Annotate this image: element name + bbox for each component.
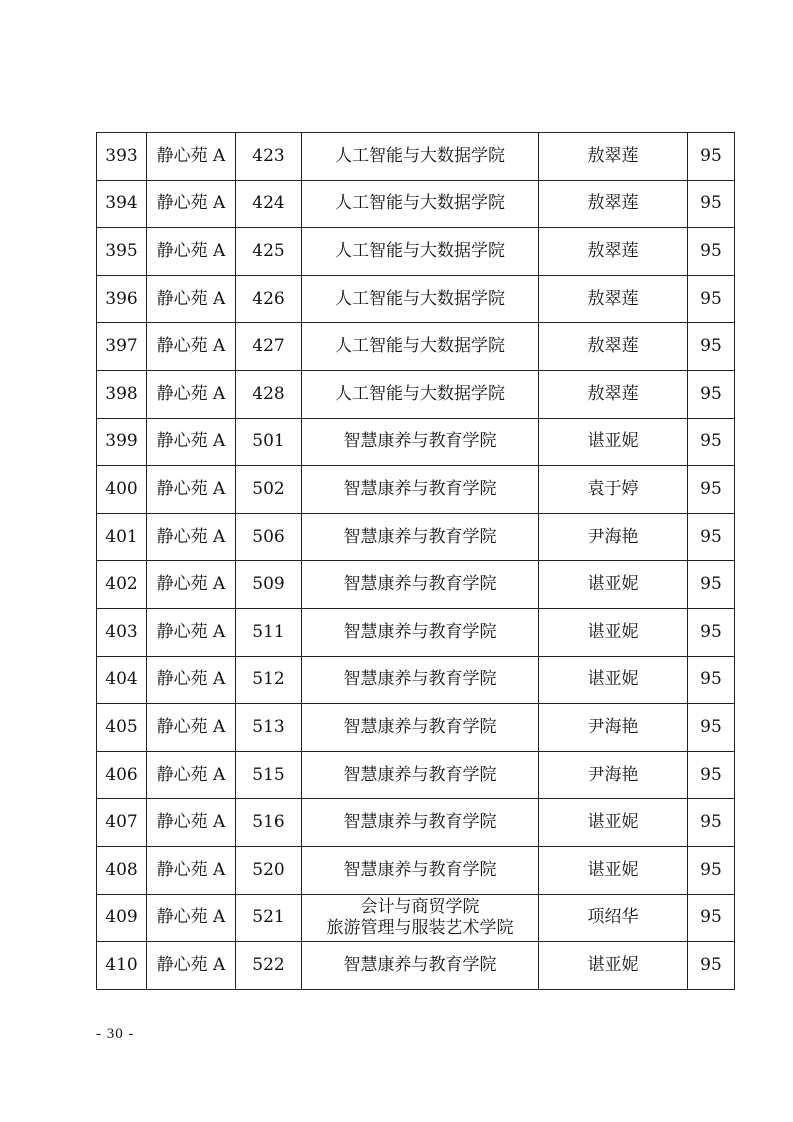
- table-body: [97, 133, 735, 990]
- teacher-cell: 敖翠莲: [539, 228, 688, 276]
- table-row: [97, 228, 735, 276]
- score-cell: 95: [688, 704, 735, 752]
- college-cell: [302, 846, 539, 894]
- college-cell: [302, 466, 539, 514]
- college-name: 智慧康养与教育学院: [343, 574, 497, 595]
- building-cell: 静心苑 A: [147, 942, 236, 990]
- room-number-cell: 513: [236, 704, 302, 752]
- table-row: [97, 133, 735, 181]
- college-cell: [302, 418, 539, 466]
- serial-number-cell: 408: [97, 846, 147, 894]
- score-cell: 95: [688, 228, 735, 276]
- serial-number-cell: 398: [97, 370, 147, 418]
- college-cell: [302, 704, 539, 752]
- serial-number-cell: 402: [97, 561, 147, 609]
- building-cell: 静心苑 A: [147, 418, 236, 466]
- building-cell: 静心苑 A: [147, 561, 236, 609]
- college-cell: [302, 656, 539, 704]
- room-number-cell: 511: [236, 608, 302, 656]
- table-row: [97, 370, 735, 418]
- serial-number-cell: 395: [97, 228, 147, 276]
- college-name: 旅游管理与服装艺术学院: [326, 917, 514, 938]
- teacher-cell: 敖翠莲: [539, 133, 688, 181]
- college-name: 智慧康养与教育学院: [343, 478, 497, 499]
- table-row: [97, 418, 735, 466]
- college-name: 智慧康养与教育学院: [343, 764, 497, 785]
- building-cell: 静心苑 A: [147, 656, 236, 704]
- building-cell: 静心苑 A: [147, 608, 236, 656]
- room-number-cell: 428: [236, 370, 302, 418]
- room-number-cell: 501: [236, 418, 302, 466]
- college-name: 人工智能与大数据学院: [335, 240, 505, 261]
- room-number-cell: 515: [236, 751, 302, 799]
- college-name: 智慧康养与教育学院: [343, 526, 497, 547]
- room-number-cell: 522: [236, 942, 302, 990]
- table-row: [97, 894, 735, 942]
- serial-number-cell: 407: [97, 799, 147, 847]
- teacher-cell: 谌亚妮: [539, 942, 688, 990]
- serial-number-cell: 396: [97, 275, 147, 323]
- room-number-cell: 425: [236, 228, 302, 276]
- college-cell: [302, 561, 539, 609]
- college-cell: [302, 180, 539, 228]
- table-row: [97, 799, 735, 847]
- serial-number-cell: 401: [97, 513, 147, 561]
- college-name: 智慧康养与教育学院: [343, 621, 497, 642]
- teacher-cell: 项绍华: [539, 894, 688, 942]
- college-cell: [302, 799, 539, 847]
- college-name: 会计与商贸学院: [360, 896, 480, 917]
- college-cell: [302, 751, 539, 799]
- college-cell: [302, 275, 539, 323]
- college-name: 人工智能与大数据学院: [335, 145, 505, 166]
- college-cell: [302, 942, 539, 990]
- table-row: [97, 561, 735, 609]
- score-cell: 95: [688, 466, 735, 514]
- college-name: 人工智能与大数据学院: [335, 288, 505, 309]
- college-cell: [302, 133, 539, 181]
- score-cell: 95: [688, 323, 735, 371]
- serial-number-cell: 409: [97, 894, 147, 942]
- table-row: [97, 656, 735, 704]
- teacher-cell: 袁于婷: [539, 466, 688, 514]
- table-row: [97, 704, 735, 752]
- serial-number-cell: 400: [97, 466, 147, 514]
- building-cell: 静心苑 A: [147, 894, 236, 942]
- college-cell: [302, 513, 539, 561]
- room-number-cell: 516: [236, 799, 302, 847]
- college-name: 智慧康养与教育学院: [343, 954, 497, 975]
- score-cell: 95: [688, 799, 735, 847]
- teacher-cell: 敖翠莲: [539, 180, 688, 228]
- college-name: 智慧康养与教育学院: [343, 669, 497, 690]
- teacher-cell: 谌亚妮: [539, 799, 688, 847]
- serial-number-cell: 404: [97, 656, 147, 704]
- serial-number-cell: 405: [97, 704, 147, 752]
- teacher-cell: 尹海艳: [539, 513, 688, 561]
- room-number-cell: 424: [236, 180, 302, 228]
- college-cell: [302, 323, 539, 371]
- building-cell: 静心苑 A: [147, 466, 236, 514]
- college-name: 智慧康养与教育学院: [343, 812, 497, 833]
- score-cell: 95: [688, 133, 735, 181]
- score-cell: 95: [688, 561, 735, 609]
- serial-number-cell: 397: [97, 323, 147, 371]
- table-row: [97, 608, 735, 656]
- college-name: 人工智能与大数据学院: [335, 193, 505, 214]
- college-name: 人工智能与大数据学院: [335, 336, 505, 357]
- college-cell: [302, 608, 539, 656]
- teacher-cell: 谌亚妮: [539, 561, 688, 609]
- college-name: 智慧康养与教育学院: [343, 716, 497, 737]
- college-cell: [302, 370, 539, 418]
- room-number-cell: 512: [236, 656, 302, 704]
- room-number-cell: 423: [236, 133, 302, 181]
- score-cell: 95: [688, 180, 735, 228]
- building-cell: 静心苑 A: [147, 133, 236, 181]
- score-cell: 95: [688, 275, 735, 323]
- building-cell: 静心苑 A: [147, 751, 236, 799]
- teacher-cell: 谌亚妮: [539, 656, 688, 704]
- table-row: [97, 942, 735, 990]
- building-cell: 静心苑 A: [147, 180, 236, 228]
- score-cell: 95: [688, 894, 735, 942]
- teacher-cell: 谌亚妮: [539, 608, 688, 656]
- serial-number-cell: 394: [97, 180, 147, 228]
- score-cell: 95: [688, 751, 735, 799]
- table-row: [97, 180, 735, 228]
- college-cell: [302, 894, 539, 942]
- room-number-cell: 506: [236, 513, 302, 561]
- score-cell: 95: [688, 608, 735, 656]
- table-row: [97, 846, 735, 894]
- serial-number-cell: 403: [97, 608, 147, 656]
- page-number: - 30 -: [96, 1026, 135, 1042]
- teacher-cell: 敖翠莲: [539, 323, 688, 371]
- building-cell: 静心苑 A: [147, 704, 236, 752]
- building-cell: 静心苑 A: [147, 846, 236, 894]
- room-number-cell: 502: [236, 466, 302, 514]
- building-cell: 静心苑 A: [147, 513, 236, 561]
- serial-number-cell: 406: [97, 751, 147, 799]
- table-row: [97, 323, 735, 371]
- teacher-cell: 敖翠莲: [539, 275, 688, 323]
- table-row: [97, 466, 735, 514]
- score-cell: 95: [688, 656, 735, 704]
- score-cell: 95: [688, 513, 735, 561]
- serial-number-cell: 410: [97, 942, 147, 990]
- table-row: [97, 275, 735, 323]
- college-name: 智慧康养与教育学院: [343, 431, 497, 452]
- table-row: [97, 751, 735, 799]
- college-name: 人工智能与大数据学院: [335, 383, 505, 404]
- teacher-cell: 尹海艳: [539, 751, 688, 799]
- room-number-cell: 427: [236, 323, 302, 371]
- teacher-cell: 尹海艳: [539, 704, 688, 752]
- teacher-cell: 敖翠莲: [539, 370, 688, 418]
- college-name: 智慧康养与教育学院: [343, 859, 497, 880]
- building-cell: 静心苑 A: [147, 323, 236, 371]
- teacher-cell: 谌亚妮: [539, 846, 688, 894]
- score-cell: 95: [688, 942, 735, 990]
- room-number-cell: 521: [236, 894, 302, 942]
- building-cell: 静心苑 A: [147, 228, 236, 276]
- score-cell: 95: [688, 418, 735, 466]
- college-cell: [302, 228, 539, 276]
- room-number-cell: 426: [236, 275, 302, 323]
- table-row: [97, 513, 735, 561]
- building-cell: 静心苑 A: [147, 275, 236, 323]
- teacher-cell: 谌亚妮: [539, 418, 688, 466]
- score-cell: 95: [688, 370, 735, 418]
- room-number-cell: 520: [236, 846, 302, 894]
- serial-number-cell: 399: [97, 418, 147, 466]
- serial-number-cell: 393: [97, 133, 147, 181]
- score-cell: 95: [688, 846, 735, 894]
- building-cell: 静心苑 A: [147, 370, 236, 418]
- dormitory-score-table: [96, 132, 735, 990]
- building-cell: 静心苑 A: [147, 799, 236, 847]
- room-number-cell: 509: [236, 561, 302, 609]
